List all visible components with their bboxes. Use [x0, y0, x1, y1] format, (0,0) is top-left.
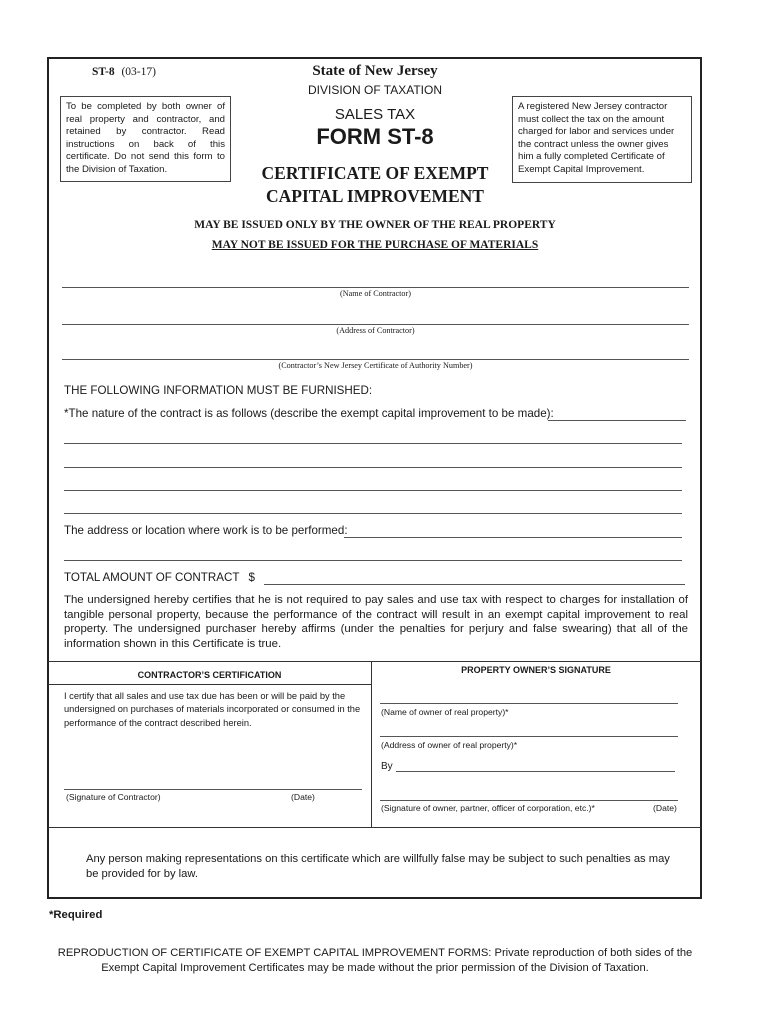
issuance-line-2	[60, 239, 690, 251]
nature-line-3[interactable]	[64, 490, 682, 491]
form-code-row	[92, 66, 156, 78]
title-line-1: CERTIFICATE OF EXEMPT	[261, 163, 489, 183]
contractor-cert-heading: CONTRACTOR’S CERTIFICATION	[137, 670, 282, 680]
certification-paragraph: The undersigned hereby certifies that he is not required to pay sales and use tax with respect to charges for installation of tangible personal property, because the performance of the contract will result in an exempt capital improvement to real property. The undersigned purchaser hereby affirms (under the penalties for perjury and false swearing) that all of the information shown in this Certificate is true.	[64, 594, 688, 650]
contractor-certificate-caption: (Contractor’s New Jersey Certificate of Authority Number)	[278, 361, 473, 370]
contractor-date-caption: (Date)	[291, 792, 315, 802]
form-code: ST-8	[92, 66, 115, 78]
contractor-address-caption: (Address of Contractor)	[336, 326, 415, 335]
contractor-address-line[interactable]	[62, 324, 689, 325]
nature-line-2[interactable]	[64, 467, 682, 468]
owner-address-caption: (Address of owner of real property)*	[381, 740, 518, 750]
contractor-heading-rule	[48, 684, 371, 685]
work-address-label: The address or location where work is to be performed:	[64, 524, 348, 537]
issuance-line-2-text: MAY NOT BE ISSUED FOR THE PURCHASE OF MATERIALS	[211, 239, 539, 251]
contractor-signature-caption: (Signature of Contractor)	[66, 792, 161, 802]
by-label: By	[381, 761, 393, 772]
nature-inline-line[interactable]	[548, 420, 686, 421]
owner-date-caption: (Date)	[653, 803, 677, 813]
division-name: DIVISION OF TAXATION	[307, 83, 442, 97]
owner-name-caption: (Name of owner of real property)*	[381, 707, 509, 717]
owner-signature-caption: (Signature of owner, partner, officer of corporation, etc.)*	[381, 803, 595, 813]
contractor-name-line[interactable]	[62, 287, 689, 288]
total-amount-label	[64, 571, 255, 584]
owner-address-line[interactable]	[380, 736, 678, 737]
form-number: FORM ST-8	[316, 124, 434, 149]
contractor-name-caption: (Name of Contractor)	[340, 289, 411, 298]
nature-line-4[interactable]	[64, 513, 682, 514]
tax-type: SALES TAX	[334, 106, 416, 123]
footer-note: REPRODUCTION OF CERTIFICATE OF EXEMPT CAPITAL IMPROVEMENT FORMS: Private reproduction of both sides of the Exempt Capital Improvement Certificates may be made without the prior permission of the Division of Taxation.	[57, 947, 693, 974]
dollar-sign: $	[248, 571, 255, 584]
contractor-cert-text: I certify that all sales and use tax due has been or will be paid by the undersigned on purchases of materials incorporated or consumed in the performance of the contract described herein.	[64, 691, 361, 728]
issuance-line-1: MAY BE ISSUED ONLY BY THE OWNER OF THE REAL PROPERTY	[194, 219, 556, 231]
left-note-box	[60, 96, 231, 182]
total-amount-text: TOTAL AMOUNT OF CONTRACT	[64, 571, 240, 584]
nature-line-1[interactable]	[64, 443, 682, 444]
nature-label: *The nature of the contract is as follows (describe the exempt capital improvement to be made):	[64, 407, 554, 420]
work-address-line-2[interactable]	[64, 560, 682, 561]
work-address-line-1[interactable]	[344, 537, 682, 538]
owner-signature-line[interactable]	[380, 800, 678, 801]
left-note-text: To be completed by both owner of real property and contractor, and retained by contractor. Read instructions on back of this certificate. Do not send this form to the Division of Taxation.	[66, 101, 225, 175]
total-amount-line[interactable]	[264, 584, 685, 585]
info-heading: THE FOLLOWING INFORMATION MUST BE FURNISHED:	[64, 384, 373, 397]
state-name: State of New Jersey	[312, 63, 438, 79]
owner-signature-heading: PROPERTY OWNER’S SIGNATURE	[461, 665, 611, 675]
penalty-note: Any person making representations on this certificate which are willfully false may be subject to such penalties as may be provided for by law.	[86, 853, 670, 880]
contractor-signature-line[interactable]	[64, 789, 362, 790]
form-date: (03-17)	[121, 66, 156, 78]
required-note: *Required	[49, 909, 103, 921]
contractor-certificate-line[interactable]	[62, 359, 689, 360]
table-bottom-rule	[48, 827, 701, 828]
table-top-rule	[48, 661, 701, 662]
owner-name-line[interactable]	[380, 703, 678, 704]
right-note-text: A registered New Jersey contractor must collect the tax on the amount charged for labor and services under the contract unless the owner gives him a fully completed Certificate of Exempt Capital Improvement.	[518, 101, 675, 175]
right-note-box	[512, 96, 692, 183]
by-signature-line[interactable]	[396, 771, 675, 772]
table-divider	[371, 661, 372, 827]
title-line-2: CAPITAL IMPROVEMENT	[266, 186, 484, 206]
